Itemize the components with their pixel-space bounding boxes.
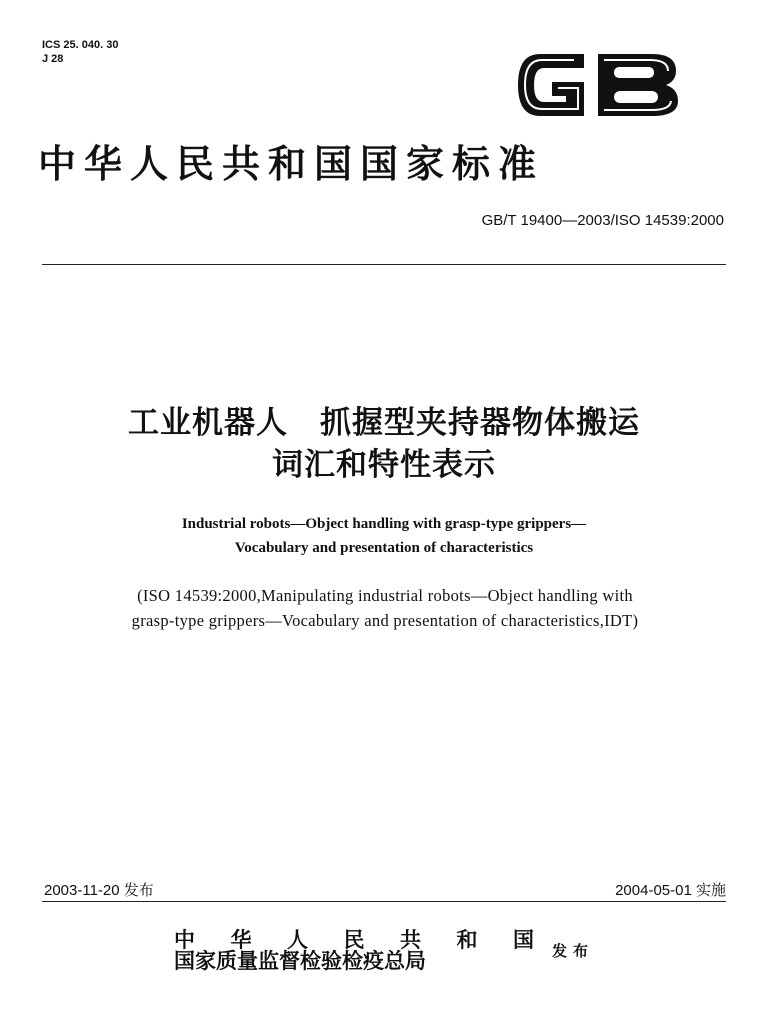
iso-reference-line-2: grasp-type grippers—Vocabulary and presentation of characteristics,IDT) (131, 611, 639, 630)
ics-code: ICS 25. 040. 30 (42, 39, 119, 51)
gb-logo-icon (512, 46, 682, 124)
english-title-line-1: Industrial robots—Object handling with grasp-type grippers— (181, 516, 587, 532)
iso-reference (40, 583, 730, 633)
iso-reference-line-1: (ISO 14539:2000,Manipulating industrial robots—Object handling with (137, 586, 633, 605)
header-divider (42, 264, 726, 265)
issuer-char: 共 (400, 927, 421, 952)
issuer-char: 国 (513, 927, 534, 952)
document-header-title: 中华人民共和国国家标准 (38, 141, 545, 186)
issuer-char: 中 (174, 927, 195, 952)
issue-date: 2003-11-20 发布 (44, 882, 154, 899)
ccs-code: J 28 (42, 53, 64, 65)
chinese-title (0, 402, 768, 486)
issuer-char: 和 (456, 927, 478, 952)
english-title (0, 512, 768, 560)
standard-number: GB/T 19400—2003/ISO 14539:2000 (481, 212, 724, 229)
chinese-title-line-2: 词汇和特性表示 (272, 447, 496, 483)
issuer-char: 人 (287, 927, 308, 952)
issuer-agency: 国家质量监督检验检疫总局 (174, 948, 426, 973)
english-title-line-2: Vocabulary and presentation of characteristics (234, 540, 534, 556)
implementation-date: 2004-05-01 实施 (615, 882, 726, 899)
issuer-char: 民 (343, 927, 365, 952)
publish-label: 发布 (552, 942, 595, 960)
footer-divider (42, 901, 726, 902)
classification-codes (42, 38, 118, 66)
chinese-title-line-1: 工业机器人 抓握型夹持器物体搬运 (128, 405, 640, 441)
issuer-char: 华 (230, 927, 252, 952)
